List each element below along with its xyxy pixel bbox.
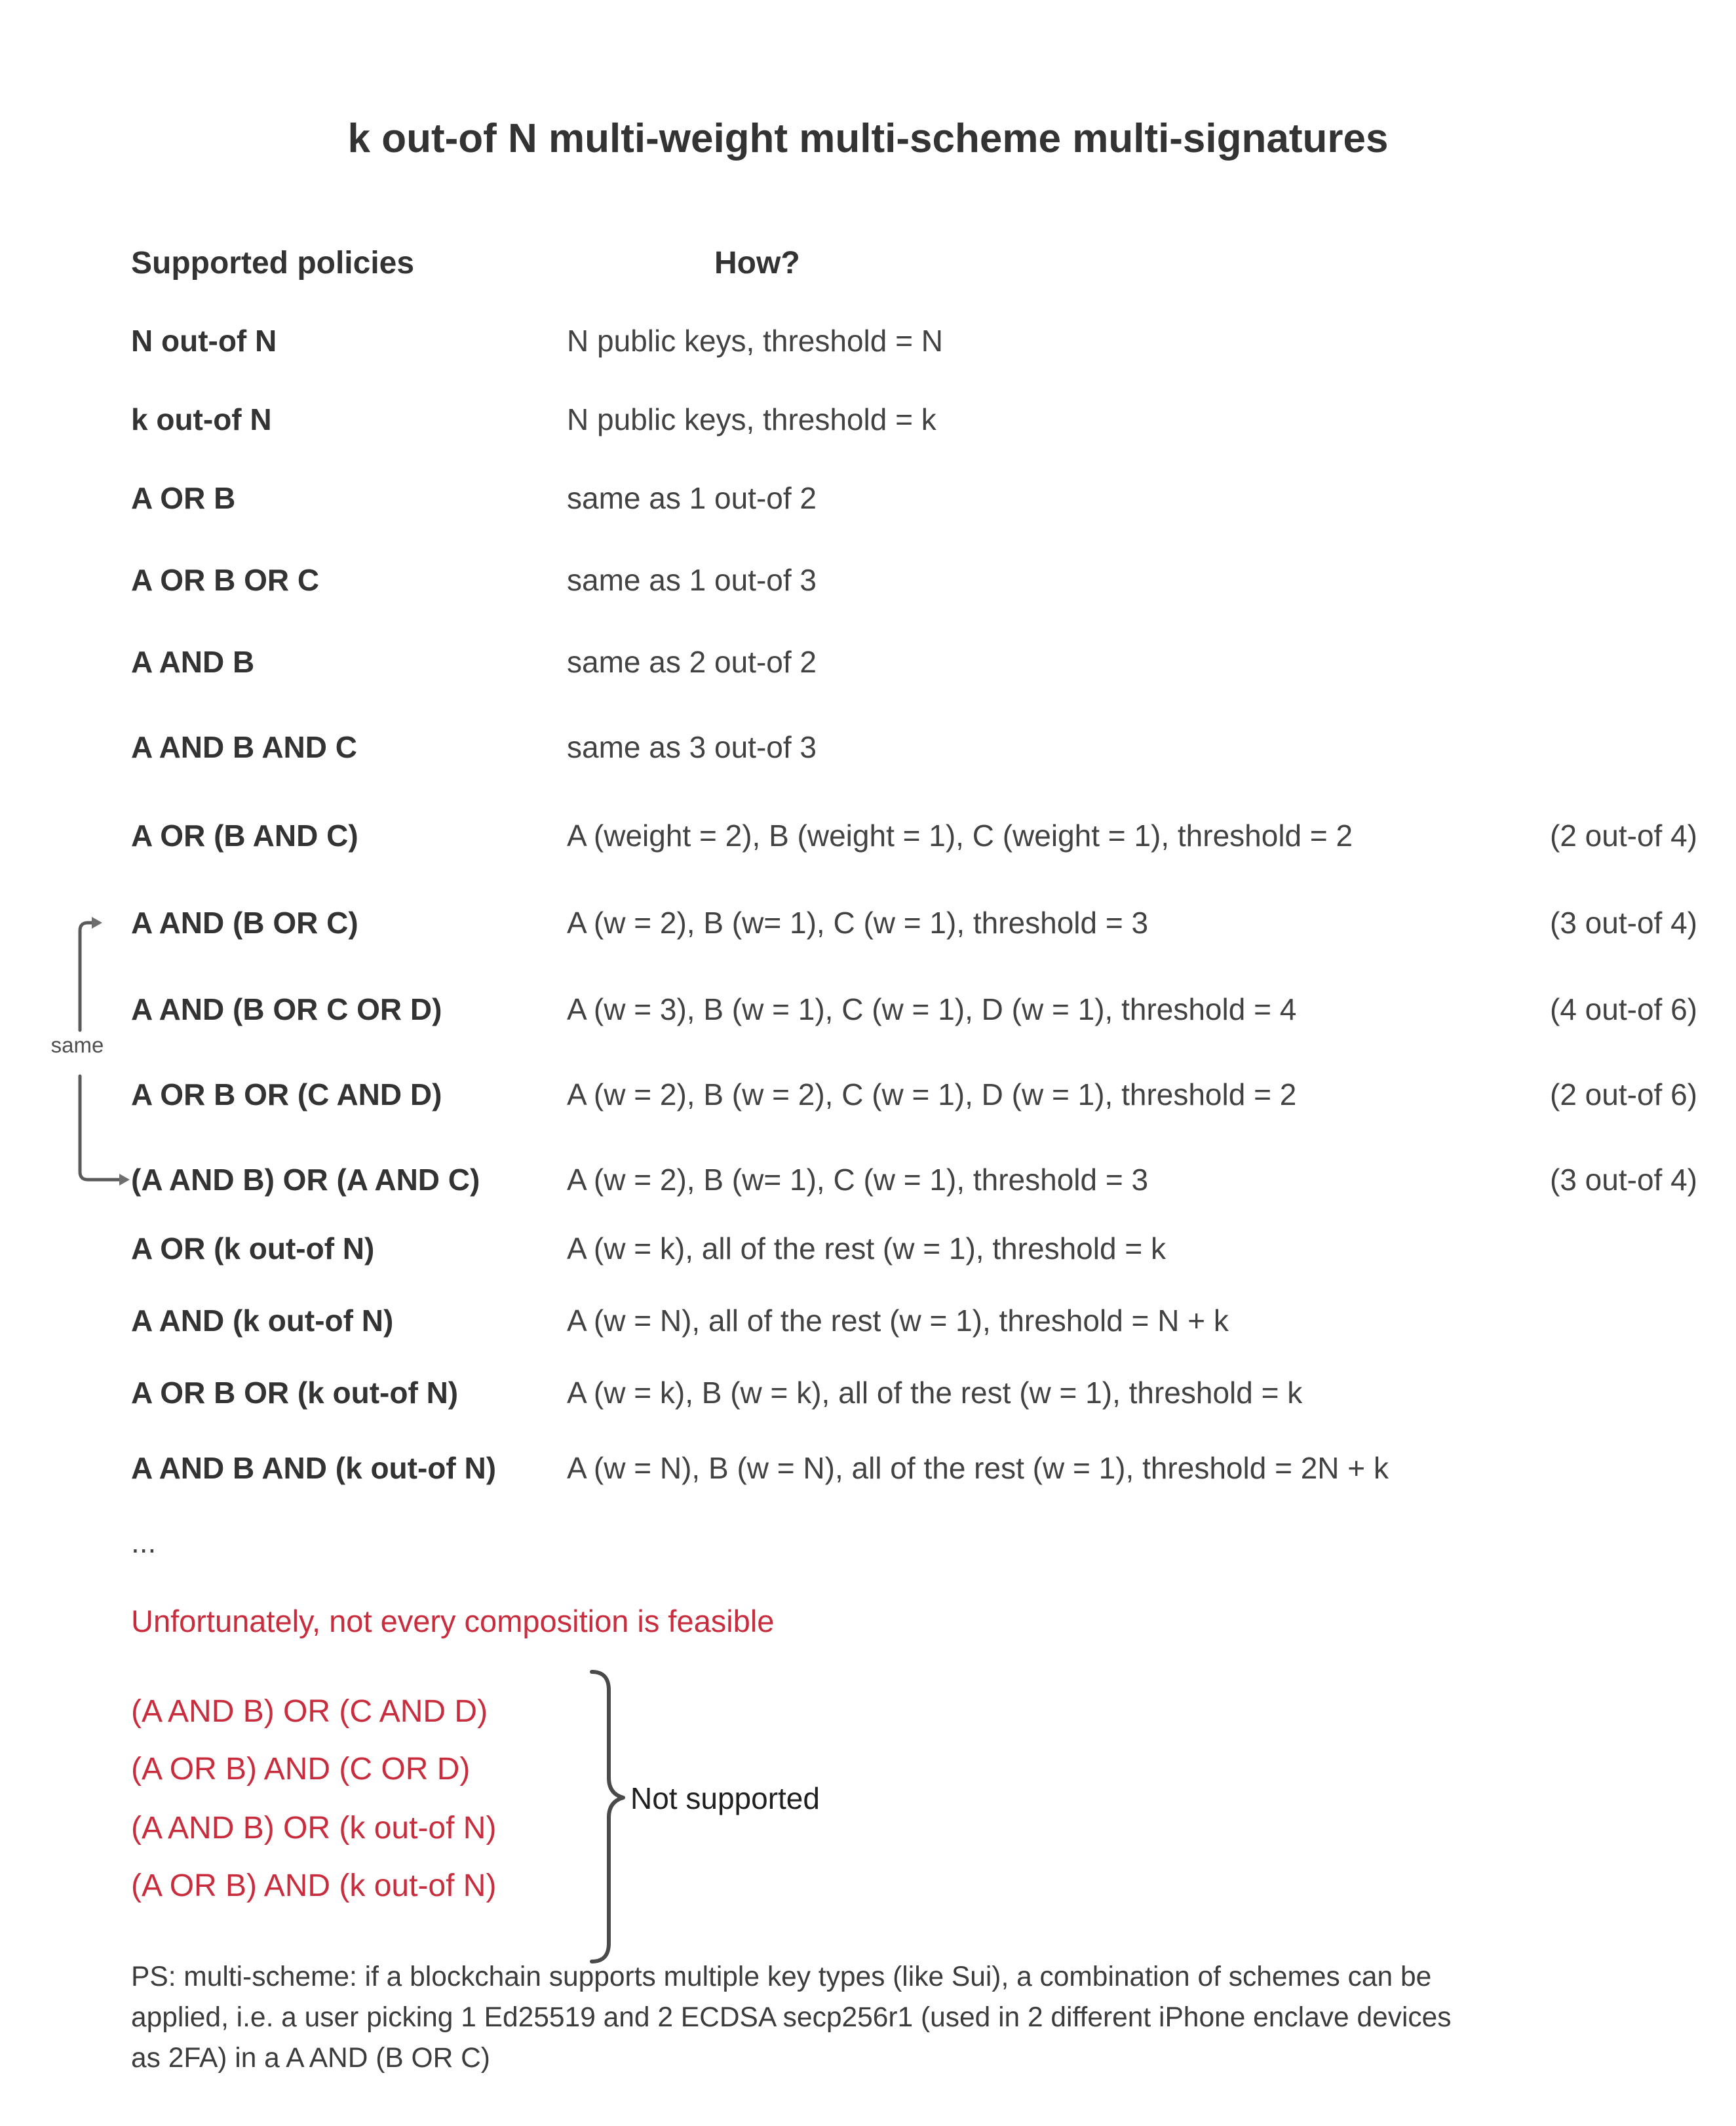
same-annotation-label: same [50, 1033, 104, 1057]
unsupported-item: (A OR B) AND (C OR D) [131, 1752, 471, 1787]
policy-row [131, 402, 1697, 436]
policy-label: A OR B [131, 481, 236, 515]
policy-row [131, 819, 1697, 853]
policy-label: A AND B AND (k out-of N) [131, 1451, 497, 1485]
ellipsis-row: ... [131, 1525, 157, 1559]
policy-how: A (w = k), all of the rest (w = 1), threshold = k [567, 1231, 1166, 1266]
policy-row [131, 481, 1697, 515]
policy-how: N public keys, threshold = k [567, 402, 936, 436]
policy-row [131, 563, 1697, 597]
ps-line: PS: multi-scheme: if a blockchain supports multiple key types (like Sui), a combination of schemes can be [131, 1962, 1432, 1992]
policy-note: (2 out-of 4) [1550, 819, 1697, 853]
policy-label: A AND (B OR C OR D) [131, 992, 442, 1026]
column-header-supported-policies: Supported policies [131, 246, 415, 280]
policy-label: A OR B OR C [131, 563, 320, 597]
policy-row [131, 1376, 1697, 1410]
not-supported-label: Not supported [630, 1781, 820, 1815]
policy-row [131, 730, 1697, 764]
policy-note: (3 out-of 4) [1550, 1163, 1697, 1197]
policy-row [131, 1163, 1697, 1197]
policy-row [131, 645, 1697, 679]
policy-label: A AND (B OR C) [131, 906, 358, 940]
policy-how: A (w = 2), B (w= 1), C (w = 1), threshold = 3 [567, 1163, 1149, 1197]
policy-note: (4 out-of 6) [1550, 992, 1697, 1026]
policy-how: same as 1 out-of 2 [567, 481, 817, 515]
policy-how: A (w = k), B (w = k), all of the rest (w = 1), threshold = k [567, 1376, 1303, 1410]
policy-label: A AND B AND C [131, 730, 357, 764]
unsupported-heading: Unfortunately, not every composition is feasible [131, 1604, 775, 1638]
unsupported-item: (A AND B) OR (k out-of N) [131, 1811, 497, 1846]
policy-how: A (w = 2), B (w = 2), C (w = 1), D (w = 1), threshold = 2 [567, 1077, 1297, 1111]
policy-label: A AND (k out-of N) [131, 1304, 394, 1338]
policy-how: same as 2 out-of 2 [567, 645, 817, 679]
policy-how: A (w = N), B (w = N), all of the rest (w = 1), threshold = 2N + k [567, 1451, 1389, 1485]
policy-label: A OR B OR (C AND D) [131, 1077, 442, 1111]
policy-row [131, 324, 1697, 358]
policy-label: A AND B [131, 645, 255, 679]
ps-note [131, 1957, 1678, 2079]
policy-note: (3 out-of 4) [1550, 906, 1697, 940]
policy-row [131, 992, 1697, 1026]
policy-how: same as 1 out-of 3 [567, 563, 817, 597]
policy-row [131, 1077, 1697, 1111]
policy-how: A (w = 2), B (w= 1), C (w = 1), threshold = 3 [567, 906, 1149, 940]
unsupported-item: (A AND B) OR (C AND D) [131, 1694, 488, 1729]
policy-how: A (w = 3), B (w = 1), C (w = 1), D (w = 1), threshold = 4 [567, 992, 1297, 1026]
policy-label: N out-of N [131, 324, 277, 358]
page-title: k out-of N multi-weight multi-scheme multi-signatures [347, 116, 1389, 161]
arrowhead-right-icon [92, 917, 102, 929]
policy-label: A OR (k out-of N) [131, 1231, 375, 1266]
arrowhead-right-icon [119, 1174, 130, 1186]
column-header-how: How? [714, 246, 800, 280]
policy-label: (A AND B) OR (A AND C) [131, 1163, 480, 1197]
policy-row [131, 1231, 1697, 1266]
policy-how: A (weight = 2), B (weight = 1), C (weight = 1), threshold = 2 [567, 819, 1353, 853]
curly-brace-icon [580, 1668, 632, 1966]
policy-how: A (w = N), all of the rest (w = 1), threshold = N + k [567, 1304, 1229, 1338]
policy-how: same as 3 out-of 3 [567, 730, 817, 764]
policy-note: (2 out-of 6) [1550, 1077, 1697, 1111]
policy-label: A OR (B AND C) [131, 819, 358, 853]
ps-line: applied, i.e. a user picking 1 Ed25519 and 2 ECDSA secp256r1 (used in 2 different iPhone enclave devices [131, 2002, 1452, 2033]
policy-row [131, 906, 1697, 940]
policy-row [131, 1304, 1697, 1338]
policy-label: k out-of N [131, 402, 272, 436]
unsupported-item: (A OR B) AND (k out-of N) [131, 1868, 497, 1903]
policy-how: N public keys, threshold = N [567, 324, 943, 358]
policy-row [131, 1451, 1697, 1485]
policy-label: A OR B OR (k out-of N) [131, 1376, 459, 1410]
ps-line: as 2FA) in a A AND (B OR C) [131, 2043, 490, 2074]
